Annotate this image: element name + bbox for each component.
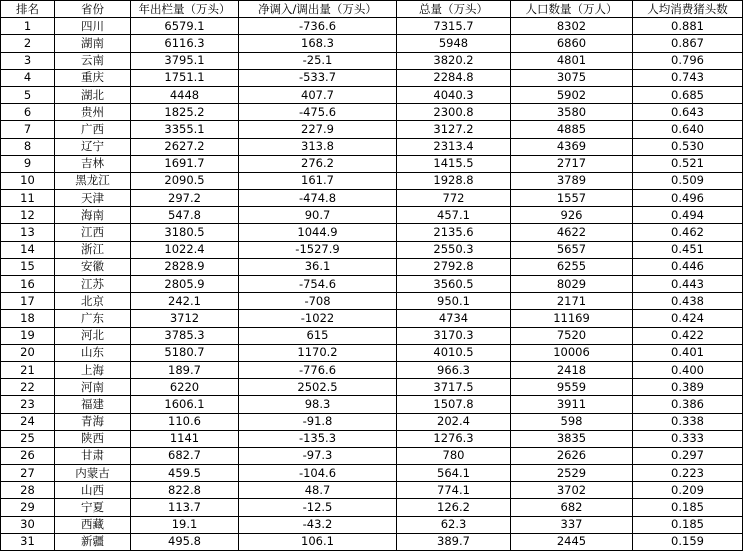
table-row [1, 430, 743, 447]
rank-cell: 19 [1, 327, 55, 344]
rank-cell: 6 [1, 104, 55, 121]
annual-output-cell: 3180.5 [131, 224, 239, 241]
total-cell: 950.1 [397, 293, 511, 310]
net-transfer-cell: 2502.5 [239, 379, 397, 396]
per-capita-cell: 0.185 [633, 516, 743, 533]
total-cell: 126.2 [397, 499, 511, 516]
province-cell: 黑龙江 [55, 172, 131, 189]
total-cell: 62.3 [397, 516, 511, 533]
per-capita-cell: 0.422 [633, 327, 743, 344]
table-row [1, 327, 743, 344]
per-capita-cell: 0.185 [633, 499, 743, 516]
table-row [1, 172, 743, 189]
population-cell: 2171 [511, 293, 633, 310]
per-capita-cell: 0.159 [633, 533, 743, 550]
province-cell: 新疆 [55, 533, 131, 550]
net-transfer-cell: 1044.9 [239, 224, 397, 241]
population-cell: 682 [511, 499, 633, 516]
total-cell: 4010.5 [397, 344, 511, 361]
per-capita-cell: 0.530 [633, 138, 743, 155]
annual-output-cell: 682.7 [131, 447, 239, 464]
province-cell: 贵州 [55, 104, 131, 121]
net-transfer-cell: -776.6 [239, 361, 397, 378]
total-cell: 3717.5 [397, 379, 511, 396]
net-transfer-cell: -25.1 [239, 52, 397, 69]
population-cell: 3789 [511, 172, 633, 189]
population-cell: 3075 [511, 69, 633, 86]
total-cell: 2135.6 [397, 224, 511, 241]
per-capita-cell: 0.401 [633, 344, 743, 361]
table-row [1, 224, 743, 241]
total-cell: 1928.8 [397, 172, 511, 189]
total-cell: 3127.2 [397, 121, 511, 138]
rank-cell: 25 [1, 430, 55, 447]
population-cell: 2626 [511, 447, 633, 464]
table-row [1, 104, 743, 121]
annual-output-cell: 5180.7 [131, 344, 239, 361]
table-row [1, 516, 743, 533]
province-cell: 湖北 [55, 86, 131, 103]
per-capita-cell: 0.640 [633, 121, 743, 138]
table-row [1, 190, 743, 207]
population-cell: 926 [511, 207, 633, 224]
table-row [1, 361, 743, 378]
net-transfer-cell: -43.2 [239, 516, 397, 533]
population-cell: 337 [511, 516, 633, 533]
header-row [1, 1, 743, 18]
rank-cell: 26 [1, 447, 55, 464]
rank-cell: 9 [1, 155, 55, 172]
net-transfer-cell: 407.7 [239, 86, 397, 103]
annual-output-cell: 495.8 [131, 533, 239, 550]
total-cell: 564.1 [397, 465, 511, 482]
province-cell: 北京 [55, 293, 131, 310]
province-cell: 青海 [55, 413, 131, 430]
annual-output-cell: 1141 [131, 430, 239, 447]
total-cell: 202.4 [397, 413, 511, 430]
annual-output-cell: 110.6 [131, 413, 239, 430]
table-row [1, 533, 743, 550]
annual-output-cell: 19.1 [131, 516, 239, 533]
population-cell: 598 [511, 413, 633, 430]
net-transfer-cell: 1170.2 [239, 344, 397, 361]
net-transfer-cell: 313.8 [239, 138, 397, 155]
annual-output-cell: 2828.9 [131, 258, 239, 275]
net-transfer-cell: 615 [239, 327, 397, 344]
header-annual-output: 年出栏量（万头） [131, 1, 239, 18]
rank-cell: 28 [1, 482, 55, 499]
population-cell: 9559 [511, 379, 633, 396]
province-cell: 辽宁 [55, 138, 131, 155]
total-cell: 389.7 [397, 533, 511, 550]
table-row [1, 155, 743, 172]
net-transfer-cell: 276.2 [239, 155, 397, 172]
province-cell: 内蒙古 [55, 465, 131, 482]
net-transfer-cell: -1022 [239, 310, 397, 327]
province-cell: 天津 [55, 190, 131, 207]
per-capita-cell: 0.643 [633, 104, 743, 121]
net-transfer-cell: -97.3 [239, 447, 397, 464]
rank-cell: 22 [1, 379, 55, 396]
per-capita-cell: 0.685 [633, 86, 743, 103]
net-transfer-cell: 48.7 [239, 482, 397, 499]
province-cell: 福建 [55, 396, 131, 413]
per-capita-cell: 0.209 [633, 482, 743, 499]
province-cell: 甘肃 [55, 447, 131, 464]
population-cell: 5657 [511, 241, 633, 258]
total-cell: 2792.8 [397, 258, 511, 275]
net-transfer-cell: -533.7 [239, 69, 397, 86]
net-transfer-cell: -12.5 [239, 499, 397, 516]
province-cell: 安徽 [55, 258, 131, 275]
per-capita-cell: 0.438 [633, 293, 743, 310]
rank-cell: 11 [1, 190, 55, 207]
annual-output-cell: 189.7 [131, 361, 239, 378]
total-cell: 1507.8 [397, 396, 511, 413]
table-row [1, 396, 743, 413]
population-cell: 1557 [511, 190, 633, 207]
per-capita-cell: 0.333 [633, 430, 743, 447]
population-cell: 7520 [511, 327, 633, 344]
header-population: 人口数量（万人） [511, 1, 633, 18]
table-row [1, 241, 743, 258]
annual-output-cell: 242.1 [131, 293, 239, 310]
population-cell: 3580 [511, 104, 633, 121]
annual-output-cell: 822.8 [131, 482, 239, 499]
rank-cell: 21 [1, 361, 55, 378]
province-cell: 广东 [55, 310, 131, 327]
table-row [1, 121, 743, 138]
per-capita-cell: 0.338 [633, 413, 743, 430]
rank-cell: 10 [1, 172, 55, 189]
per-capita-cell: 0.424 [633, 310, 743, 327]
header-province: 省份 [55, 1, 131, 18]
population-cell: 6860 [511, 35, 633, 52]
province-cell: 江苏 [55, 276, 131, 293]
province-cell: 浙江 [55, 241, 131, 258]
total-cell: 966.3 [397, 361, 511, 378]
province-cell: 上海 [55, 361, 131, 378]
province-cell: 广西 [55, 121, 131, 138]
per-capita-cell: 0.496 [633, 190, 743, 207]
table-row [1, 52, 743, 69]
rank-cell: 17 [1, 293, 55, 310]
annual-output-cell: 113.7 [131, 499, 239, 516]
annual-output-cell: 2627.2 [131, 138, 239, 155]
annual-output-cell: 6220 [131, 379, 239, 396]
population-cell: 6255 [511, 258, 633, 275]
table-row [1, 344, 743, 361]
header-rank: 排名 [1, 1, 55, 18]
rank-cell: 13 [1, 224, 55, 241]
table-row [1, 379, 743, 396]
net-transfer-cell: 227.9 [239, 121, 397, 138]
population-cell: 11169 [511, 310, 633, 327]
rank-cell: 4 [1, 69, 55, 86]
per-capita-cell: 0.386 [633, 396, 743, 413]
total-cell: 2284.8 [397, 69, 511, 86]
net-transfer-cell: 90.7 [239, 207, 397, 224]
net-transfer-cell: 106.1 [239, 533, 397, 550]
rank-cell: 30 [1, 516, 55, 533]
province-cell: 陕西 [55, 430, 131, 447]
population-cell: 3835 [511, 430, 633, 447]
province-cell: 江西 [55, 224, 131, 241]
annual-output-cell: 2090.5 [131, 172, 239, 189]
per-capita-cell: 0.462 [633, 224, 743, 241]
annual-output-cell: 1691.7 [131, 155, 239, 172]
table-body [1, 18, 743, 551]
population-cell: 2445 [511, 533, 633, 550]
annual-output-cell: 4448 [131, 86, 239, 103]
rank-cell: 27 [1, 465, 55, 482]
per-capita-cell: 0.796 [633, 52, 743, 69]
province-cell: 重庆 [55, 69, 131, 86]
per-capita-cell: 0.451 [633, 241, 743, 258]
rank-cell: 12 [1, 207, 55, 224]
per-capita-cell: 0.509 [633, 172, 743, 189]
header-net-transfer: 净调入/调出量（万头） [239, 1, 397, 18]
rank-cell: 20 [1, 344, 55, 361]
table-row [1, 293, 743, 310]
population-cell: 5902 [511, 86, 633, 103]
province-cell: 宁夏 [55, 499, 131, 516]
annual-output-cell: 3355.1 [131, 121, 239, 138]
table-row [1, 258, 743, 275]
net-transfer-cell: -475.6 [239, 104, 397, 121]
table-row [1, 413, 743, 430]
total-cell: 4734 [397, 310, 511, 327]
rank-cell: 16 [1, 276, 55, 293]
total-cell: 3820.2 [397, 52, 511, 69]
province-cell: 河南 [55, 379, 131, 396]
population-cell: 4622 [511, 224, 633, 241]
total-cell: 772 [397, 190, 511, 207]
table-row [1, 447, 743, 464]
rank-cell: 15 [1, 258, 55, 275]
total-cell: 457.1 [397, 207, 511, 224]
rank-cell: 24 [1, 413, 55, 430]
population-cell: 2717 [511, 155, 633, 172]
per-capita-cell: 0.223 [633, 465, 743, 482]
header-per-capita: 人均消费猪头数 [633, 1, 743, 18]
table-row [1, 18, 743, 35]
population-cell: 3911 [511, 396, 633, 413]
total-cell: 3560.5 [397, 276, 511, 293]
net-transfer-cell: 168.3 [239, 35, 397, 52]
rank-cell: 3 [1, 52, 55, 69]
net-transfer-cell: -708 [239, 293, 397, 310]
total-cell: 1276.3 [397, 430, 511, 447]
total-cell: 2313.4 [397, 138, 511, 155]
per-capita-cell: 0.443 [633, 276, 743, 293]
table-row [1, 482, 743, 499]
annual-output-cell: 6116.3 [131, 35, 239, 52]
province-cell: 山东 [55, 344, 131, 361]
table-row [1, 310, 743, 327]
net-transfer-cell: 161.7 [239, 172, 397, 189]
rank-cell: 14 [1, 241, 55, 258]
province-cell: 河北 [55, 327, 131, 344]
net-transfer-cell: -754.6 [239, 276, 397, 293]
province-cell: 山西 [55, 482, 131, 499]
population-cell: 4369 [511, 138, 633, 155]
population-cell: 3702 [511, 482, 633, 499]
per-capita-cell: 0.743 [633, 69, 743, 86]
rank-cell: 18 [1, 310, 55, 327]
per-capita-cell: 0.867 [633, 35, 743, 52]
net-transfer-cell: -474.8 [239, 190, 397, 207]
rank-cell: 31 [1, 533, 55, 550]
population-cell: 4885 [511, 121, 633, 138]
population-cell: 8302 [511, 18, 633, 35]
province-cell: 四川 [55, 18, 131, 35]
total-cell: 774.1 [397, 482, 511, 499]
per-capita-cell: 0.521 [633, 155, 743, 172]
net-transfer-cell: -736.6 [239, 18, 397, 35]
population-cell: 2529 [511, 465, 633, 482]
annual-output-cell: 459.5 [131, 465, 239, 482]
province-cell: 海南 [55, 207, 131, 224]
population-cell: 10006 [511, 344, 633, 361]
table-row [1, 207, 743, 224]
per-capita-cell: 0.494 [633, 207, 743, 224]
annual-output-cell: 297.2 [131, 190, 239, 207]
per-capita-cell: 0.446 [633, 258, 743, 275]
rank-cell: 5 [1, 86, 55, 103]
total-cell: 7315.7 [397, 18, 511, 35]
population-cell: 4801 [511, 52, 633, 69]
total-cell: 3170.3 [397, 327, 511, 344]
annual-output-cell: 1022.4 [131, 241, 239, 258]
rank-cell: 8 [1, 138, 55, 155]
province-cell: 云南 [55, 52, 131, 69]
net-transfer-cell: -1527.9 [239, 241, 397, 258]
total-cell: 1415.5 [397, 155, 511, 172]
total-cell: 2550.3 [397, 241, 511, 258]
annual-output-cell: 3712 [131, 310, 239, 327]
annual-output-cell: 1825.2 [131, 104, 239, 121]
annual-output-cell: 2805.9 [131, 276, 239, 293]
rank-cell: 2 [1, 35, 55, 52]
table-row [1, 276, 743, 293]
total-cell: 780 [397, 447, 511, 464]
rank-cell: 1 [1, 18, 55, 35]
rank-cell: 29 [1, 499, 55, 516]
table-row [1, 86, 743, 103]
total-cell: 4040.3 [397, 86, 511, 103]
rank-cell: 23 [1, 396, 55, 413]
table-row [1, 138, 743, 155]
table-row [1, 35, 743, 52]
per-capita-cell: 0.297 [633, 447, 743, 464]
table-row [1, 69, 743, 86]
total-cell: 2300.8 [397, 104, 511, 121]
header-total: 总量（万头） [397, 1, 511, 18]
per-capita-cell: 0.881 [633, 18, 743, 35]
per-capita-cell: 0.389 [633, 379, 743, 396]
net-transfer-cell: -104.6 [239, 465, 397, 482]
net-transfer-cell: 36.1 [239, 258, 397, 275]
annual-output-cell: 1606.1 [131, 396, 239, 413]
table-header [1, 1, 743, 18]
province-cell: 湖南 [55, 35, 131, 52]
population-cell: 8029 [511, 276, 633, 293]
net-transfer-cell: -135.3 [239, 430, 397, 447]
annual-output-cell: 6579.1 [131, 18, 239, 35]
net-transfer-cell: 98.3 [239, 396, 397, 413]
table-row [1, 465, 743, 482]
province-cell: 西藏 [55, 516, 131, 533]
province-cell: 吉林 [55, 155, 131, 172]
rank-cell: 7 [1, 121, 55, 138]
annual-output-cell: 3785.3 [131, 327, 239, 344]
annual-output-cell: 1751.1 [131, 69, 239, 86]
per-capita-cell: 0.400 [633, 361, 743, 378]
table-row [1, 499, 743, 516]
annual-output-cell: 3795.1 [131, 52, 239, 69]
total-cell: 5948 [397, 35, 511, 52]
annual-output-cell: 547.8 [131, 207, 239, 224]
population-cell: 2418 [511, 361, 633, 378]
net-transfer-cell: -91.8 [239, 413, 397, 430]
